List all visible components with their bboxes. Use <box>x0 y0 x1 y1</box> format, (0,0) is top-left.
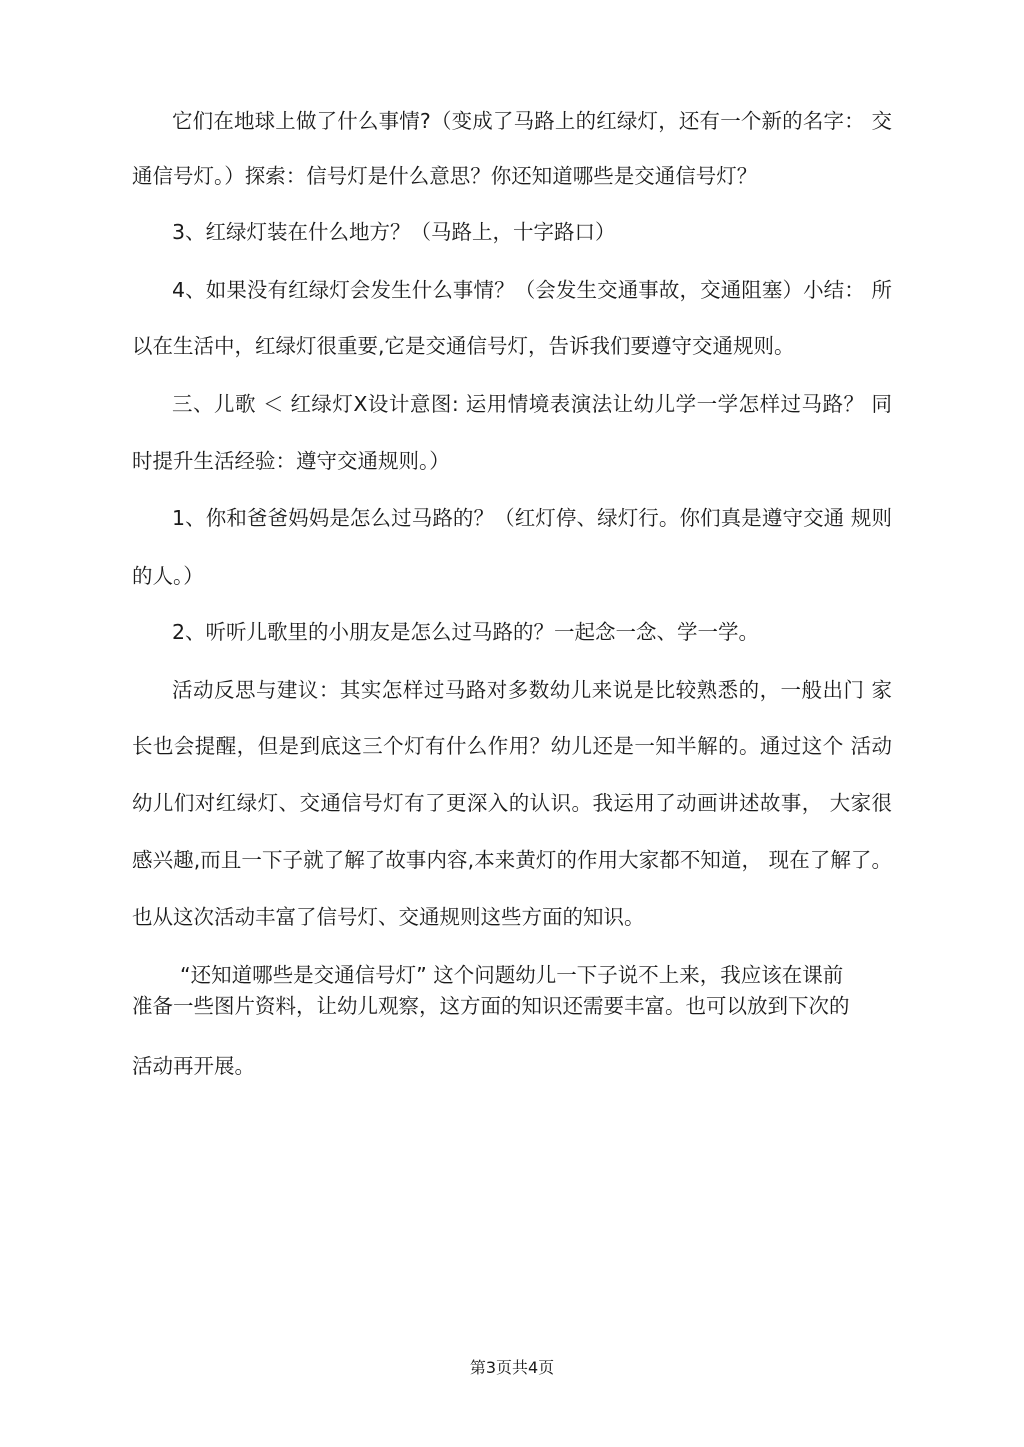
paragraph-line: 1、你和爸爸妈妈是怎么过马路的？（红灯停、绿灯行。你们真是遵守交通 规则 <box>172 506 892 530</box>
paragraph-line: 准备一些图片资料，让幼儿观察，这方面的知识还需要丰富。也可以放到下次的 <box>132 994 850 1018</box>
paragraph-line: 幼儿们对红绿灯、交通信号灯有了更深入的认识。我运用了动画讲述故事， 大家很 <box>132 791 892 815</box>
paragraph-line: 的人。） <box>132 564 204 588</box>
paragraph-line: 通信号灯。）探索：信号灯是什么意思？你还知道哪些是交通信号灯？ <box>132 164 758 188</box>
paragraph-line: 三、儿歌 ＜ 红绿灯X设计意图: 运用情境表演法让幼儿学一学怎样过马路？ 同 <box>172 392 892 416</box>
paragraph-line: 活动反思与建议：其实怎样过马路对多数幼儿来说是比较熟悉的，一般出门 家 <box>172 678 892 702</box>
paragraph-line: 长也会提醒，但是到底这三个灯有什么作用？幼儿还是一知半解的。通过这个 活动 <box>132 734 892 758</box>
paragraph-line: 4、如果没有红绿灯会发生什么事情？（会发生交通事故，交通阻塞）小结： 所 <box>172 278 892 302</box>
paragraph-line: 也从这次活动丰富了信号灯、交通规则这些方面的知识。 <box>132 905 645 929</box>
paragraph-line: 活动再开展。 <box>132 1054 255 1078</box>
paragraph-line: 3、红绿灯装在什么地方？（马路上，十字路口） <box>172 220 616 244</box>
paragraph-line: 时提升生活经验：遵守交通规则。） <box>132 449 450 473</box>
paragraph-line: 感兴趣,而且一下子就了解了故事内容,本来黄灯的作用大家都不知道， 现在了解了。 <box>132 848 892 872</box>
paragraph-line: 以在生活中，红绿灯很重要,它是交通信号灯，告诉我们要遵守交通规则。 <box>132 334 795 358</box>
paragraph-line: 2、听听儿歌里的小朋友是怎么过马路的？一起念一念、学一学。 <box>172 620 760 644</box>
paragraph-line: “还知道哪些是交通信号灯” 这个问题幼儿一下子说不上来，我应该在课前 <box>180 963 844 987</box>
paragraph-line: 它们在地球上做了什么事情?（变成了马路上的红绿灯，还有一个新的名字： 交 <box>172 109 892 133</box>
page-number: 第3页共4页 <box>469 1358 555 1377</box>
